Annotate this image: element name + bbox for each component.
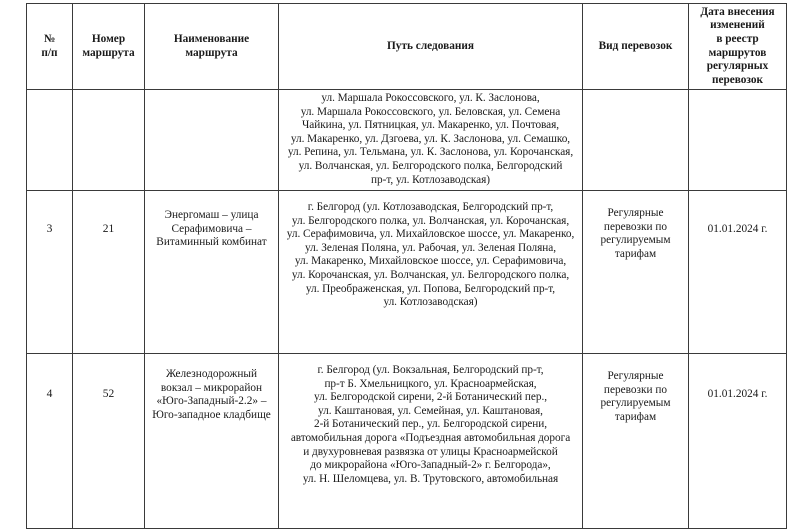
cell-route-number: 52 <box>73 354 145 529</box>
cell-transport-type <box>583 191 689 354</box>
path-line: ул. Зеленая Поляна, ул. Рабочая, ул. Зеленая Поляна, <box>304 241 557 254</box>
transport-type-line: Регулярные <box>607 207 664 219</box>
path-line: пр-т, ул. Котлозаводская) <box>371 173 490 186</box>
path-line: ул. Преображенская, ул. Попова, Белгородский пр-т, <box>305 282 556 295</box>
header-transport-type <box>583 4 689 90</box>
table-header-row <box>27 4 787 90</box>
cell-transport-type <box>583 90 689 191</box>
path-line: г. Белгород (ул. Вокзальная, Белгородский пр-т, <box>317 364 544 376</box>
document-page <box>26 3 786 529</box>
path-line: ул. Волчанская, ул. Белгородского полка, Белгородский <box>298 159 563 172</box>
cell-path <box>279 191 583 354</box>
header-route-name <box>145 4 279 90</box>
header-text: Наименование <box>173 32 250 45</box>
path-line: ул. Серафимовича, ул. Михайловское шоссе, ул. Макаренко, <box>286 228 575 241</box>
route-name-line: Железнодорожный <box>165 368 258 380</box>
header-text: № <box>43 32 56 45</box>
transport-type-line: регулируемым <box>600 234 671 247</box>
cell-route-number <box>73 90 145 191</box>
path-line: ул. Репина, ул. Тельмана, ул. К. Заслонова, ул. Корочанская, <box>287 146 574 159</box>
header-text: перевозок <box>711 73 764 86</box>
header-change-date <box>689 4 787 90</box>
header-text: Номер <box>91 32 126 45</box>
header-num <box>27 4 73 90</box>
header-text: Вид перевозок <box>598 39 673 52</box>
header-text: п/п <box>41 46 58 59</box>
route-name-line: «Юго-Западный-2.2» – <box>156 395 267 408</box>
path-line: ул. Маршала Рокоссовского, ул. Беловская, ул. Семена <box>300 105 561 118</box>
transport-type-line: перевозки по <box>603 383 668 396</box>
route-registry-table <box>26 3 787 529</box>
table-row-continuation <box>27 90 787 191</box>
path-line: ул. Котлозаводская) <box>383 296 478 309</box>
header-text: маршрута <box>82 46 135 59</box>
route-name-line: Витаминный комбинат <box>156 236 267 249</box>
path-line: г. Белгород (ул. Котлозаводская, Белгородский пр-т, <box>307 201 554 213</box>
path-line: ул. Белгородской сирени, 2-й Ботанический пер., <box>313 391 548 404</box>
path-line: и двухуровневая развязка от улицы Красноармейской <box>303 445 558 458</box>
transport-type-line: перевозки по <box>603 220 668 233</box>
path-line: Чайкина, ул. Пятницкая, ул. Макаренко, ул. Почтовая, <box>301 119 560 132</box>
header-text: Дата внесения <box>700 5 775 18</box>
header-path <box>279 4 583 90</box>
path-line: ул. Маршала Рокоссовского, ул. К. Заслонова, <box>321 92 540 104</box>
table-row <box>27 354 787 529</box>
cell-route-name <box>145 191 279 354</box>
route-name-line: Энергомаш – улица <box>164 209 259 221</box>
cell-path <box>279 90 583 191</box>
route-name-line: вокзал – микрорайон <box>160 381 263 394</box>
header-text: Путь следования <box>387 39 474 52</box>
path-line: ул. Макаренко, ул. Дзгоева, ул. К. Заслонова, ул. Семашко, <box>290 132 571 145</box>
path-line: до микрорайона «Юго-Западный-2» г. Белгорода», <box>310 459 551 472</box>
transport-type-line: тарифам <box>614 410 657 423</box>
cell-route-number: 21 <box>73 191 145 354</box>
path-line: ул. Белгородского полка, ул. Волчанская, ул. Корочанская, <box>291 214 570 227</box>
transport-type-line: тарифам <box>614 247 657 260</box>
cell-transport-type <box>583 354 689 529</box>
cell-change-date: 01.01.2024 г. <box>689 191 787 354</box>
cell-change-date: 01.01.2024 г. <box>689 354 787 529</box>
path-line: автомобильная дорога «Подъездная автомобильная дорога <box>290 431 571 444</box>
table-row <box>27 191 787 354</box>
path-line: 2-й Ботанический пер., ул. Белгородской сирени, <box>313 418 548 431</box>
route-name-line: Серафимовича – <box>171 222 252 235</box>
header-text: в реестр <box>716 32 759 45</box>
transport-type-line: Регулярные <box>607 370 664 382</box>
header-text: маршрутов <box>708 46 767 59</box>
path-line: ул. Макаренко, Михайловское шоссе, ул. Серафимовича, <box>294 255 567 268</box>
path-line: пр-т Б. Хмельницкого, ул. Красноармейская, <box>324 377 537 390</box>
cell-num <box>27 90 73 191</box>
header-text: регулярных <box>706 60 769 73</box>
path-line: ул. Каштановая, ул. Семейная, ул. Каштановая, <box>318 404 543 417</box>
cell-route-name <box>145 90 279 191</box>
cell-num: 3 <box>27 191 73 354</box>
cell-route-name <box>145 354 279 529</box>
transport-type-line: регулируемым <box>600 397 671 410</box>
cell-change-date <box>689 90 787 191</box>
cell-path <box>279 354 583 529</box>
path-line: ул. Н. Шеломцева, ул. В. Трутовского, автомобильная <box>302 472 559 485</box>
cell-num: 4 <box>27 354 73 529</box>
header-text: маршрута <box>185 46 238 59</box>
header-text: изменений <box>710 19 765 32</box>
route-name-line: Юго-западное кладбище <box>152 408 271 421</box>
path-line: ул. Корочанская, ул. Волчанская, ул. Белгородского полка, <box>291 268 570 281</box>
header-route-number <box>73 4 145 90</box>
